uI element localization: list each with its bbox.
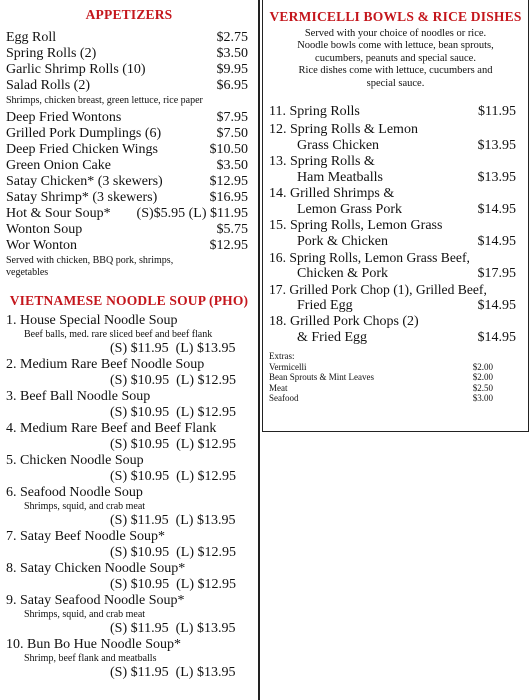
menu-item: Spring Rolls (2) $3.50	[6, 46, 248, 61]
extras-item: Bean Sprouts & Mint Leaves $2.00	[269, 372, 493, 383]
vermicelli-heading: VERMICELLI BOWLS & RICE DISHES	[269, 9, 522, 24]
menu-item: Salad Rolls (2) $6.95	[6, 78, 248, 93]
pho-item: 4. Medium Rare Beef and Beef Flank (S) $10.95 (L) $12.95	[6, 421, 237, 452]
pho-item: 5. Chicken Noodle Soup (S) $10.95 (L) $12.95	[6, 453, 237, 484]
menu-item: Wonton Soup $5.75	[6, 222, 248, 237]
menu-item: 18. Grilled Pork Chops (2) & Fried Egg $14.95	[269, 314, 516, 346]
menu-item: Wor Wonton $12.95	[6, 238, 248, 253]
menu-item: Egg Roll $2.75	[6, 30, 248, 45]
pho-list	[0, 309, 258, 681]
menu-item: 14. Grilled Shrimps & Lemon Grass Pork $14.95	[269, 186, 516, 218]
pho-item: 6. Seafood Noodle Soup Shrimps, squid, and crab meat (S) $11.95 (L) $13.95	[6, 485, 236, 528]
item-note: Shrimps, chicken breast, green lettuce, rice paper	[6, 95, 203, 106]
menu-item: Grilled Pork Dumplings (6) $7.50	[6, 126, 248, 141]
item-note: Served with chicken, BBQ pork, shrimps, vegetables	[6, 255, 174, 278]
menu-item: 11. Spring Rolls $11.95	[269, 104, 516, 120]
menu-item: 12. Spring Rolls & Lemon Grass Chicken $13.95	[269, 122, 516, 154]
pho-item: 1. House Special Noodle Soup Beef balls, med. rare sliced beef and beef flank (S) $11.95 (L) $13.95	[6, 313, 236, 356]
pho-heading: VIETNAMESE NOODLE SOUP (PHO)	[9, 293, 249, 308]
menu-item: 13. Spring Rolls & Ham Meatballs $13.95	[269, 154, 516, 186]
menu-item: Deep Fried Chicken Wings $10.50	[6, 142, 248, 157]
pho-item: 10. Bun Bo Hue Noodle Soup* Shrimp, beef flank and meatballs (S) $11.95 (L) $13.95	[6, 637, 236, 680]
menu-item: Hot & Sour Soup* (S)$5.95 (L) $11.95	[6, 206, 248, 221]
menu-item: 15. Spring Rolls, Lemon Grass Pork & Chicken $14.95	[269, 218, 516, 250]
column-divider	[258, 0, 260, 700]
menu-item: Garlic Shrimp Rolls (10) $9.95	[6, 62, 248, 77]
pho-item: 7. Satay Beef Noodle Soup* (S) $10.95 (L) $12.95	[6, 529, 237, 560]
vermicelli-list	[263, 90, 528, 404]
menu-item: Green Onion Cake $3.50	[6, 158, 248, 173]
menu-item: 16. Spring Rolls, Lemon Grass Beef, Chicken & Pork $17.95	[269, 250, 516, 282]
extras-heading: Extras:	[269, 351, 295, 362]
extras-item: Vermicelli $2.00	[269, 361, 493, 372]
left-column	[0, 0, 258, 700]
extras-item: Seafood $3.00	[269, 393, 493, 404]
menu-item: Satay Shrimp* (3 skewers) $16.95	[6, 190, 248, 205]
pho-item: 8. Satay Chicken Noodle Soup* (S) $10.95 (L) $12.95	[6, 561, 237, 592]
extras-item: Meat $2.50	[269, 382, 493, 393]
vermicelli-intro: Served with your choice of noodles or rice. Noodle bowls come with lettuce, bean sprouts, cucumbers, peanuts and special sauce. Rice dishes come with lettuce, cucumbers and special sauce.	[297, 28, 494, 89]
menu-item: 17. Grilled Pork Chop (1), Grilled Beef, Fried Egg $14.95	[269, 282, 516, 314]
pho-item: 2. Medium Rare Beef Noodle Soup (S) $10.95 (L) $12.95	[6, 357, 237, 388]
pho-item: 9. Satay Seafood Noodle Soup* Shrimps, squid, and crab meat (S) $11.95 (L) $13.95	[6, 593, 236, 636]
appetizers-list	[0, 23, 258, 279]
menu-item: Deep Fried Wontons $7.95	[6, 110, 248, 125]
right-column	[262, 0, 529, 432]
appetizers-heading: APPETIZERS	[85, 7, 173, 22]
extras-list	[269, 351, 493, 404]
pho-item: 3. Beef Ball Noodle Soup (S) $10.95 (L) $12.95	[6, 389, 237, 420]
menu-item: Satay Chicken* (3 skewers) $12.95	[6, 174, 248, 189]
